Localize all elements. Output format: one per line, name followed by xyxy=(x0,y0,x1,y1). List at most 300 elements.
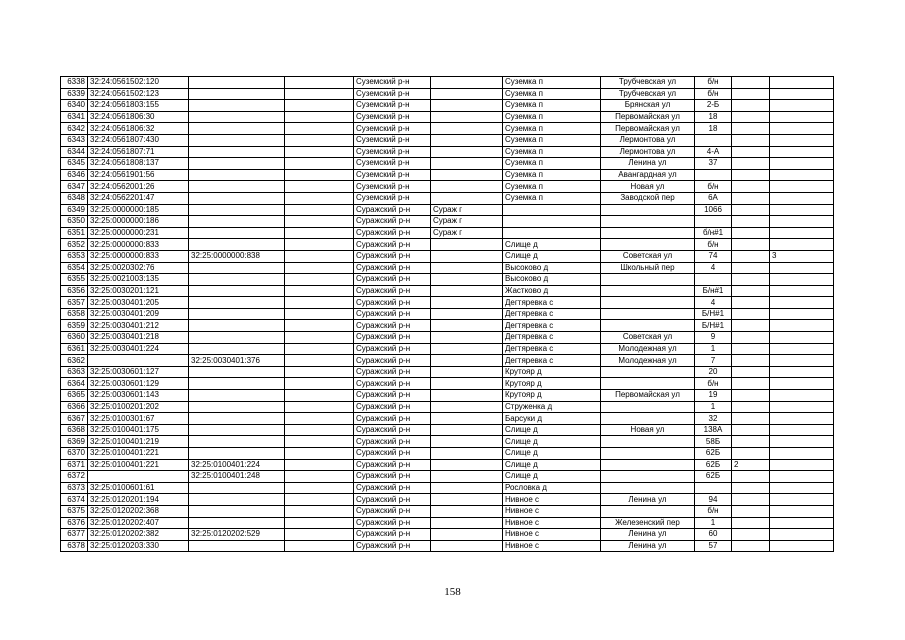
table-cell xyxy=(732,274,770,286)
table-cell xyxy=(431,517,503,529)
table-cell: Суземский р-н xyxy=(354,192,431,204)
table-cell: Суражский р-н xyxy=(354,540,431,552)
table-cell: 32:24:0561502:120 xyxy=(88,77,189,89)
table-cell: Суземка п xyxy=(503,100,601,112)
table-cell xyxy=(770,320,834,332)
table-cell: Крутояр д xyxy=(503,390,601,402)
table-cell: б/н xyxy=(695,88,732,100)
table-cell: б/н#1 xyxy=(695,227,732,239)
table-cell xyxy=(770,169,834,181)
table-cell: 32:25:0100401:221 xyxy=(88,459,189,471)
table-row xyxy=(61,320,834,332)
table-cell xyxy=(601,285,695,297)
table-cell: б/н xyxy=(695,378,732,390)
table-cell xyxy=(732,366,770,378)
table-cell xyxy=(732,181,770,193)
table-cell xyxy=(189,169,285,181)
table-cell xyxy=(431,308,503,320)
table-cell xyxy=(732,239,770,251)
table-cell: 32:25:0120203:330 xyxy=(88,540,189,552)
table-cell: 1 xyxy=(695,401,732,413)
table-cell: 6366 xyxy=(61,401,88,413)
table-cell: 60 xyxy=(695,529,732,541)
table-cell: Жастково д xyxy=(503,285,601,297)
table-cell: Суземский р-н xyxy=(354,169,431,181)
table-row xyxy=(61,424,834,436)
table-cell xyxy=(285,250,354,262)
table-cell: 32:25:0030401:376 xyxy=(189,355,285,367)
table-cell: 6368 xyxy=(61,424,88,436)
table-cell: 6344 xyxy=(61,146,88,158)
table-cell: Суражский р-н xyxy=(354,250,431,262)
table-row xyxy=(61,413,834,425)
table-cell: Суражский р-н xyxy=(354,436,431,448)
table-cell: 6373 xyxy=(61,482,88,494)
table-cell xyxy=(189,274,285,286)
table-cell: Суземский р-н xyxy=(354,111,431,123)
page-number: 158 xyxy=(444,586,461,598)
table-cell: Дегтяревка с xyxy=(503,308,601,320)
table-cell xyxy=(189,204,285,216)
table-cell: 32:25:0000000:838 xyxy=(189,250,285,262)
table-row xyxy=(61,297,834,309)
table-cell: 32:25:0030401:224 xyxy=(88,343,189,355)
table-cell xyxy=(285,517,354,529)
table-row xyxy=(61,239,834,251)
table-cell xyxy=(695,216,732,228)
table-cell: б/н xyxy=(695,239,732,251)
table-cell xyxy=(189,540,285,552)
table-cell xyxy=(285,308,354,320)
table-cell: Первомайская ул xyxy=(601,123,695,135)
table-cell: 32:24:0561808:137 xyxy=(88,158,189,170)
table-cell: 138А xyxy=(695,424,732,436)
table-cell xyxy=(431,239,503,251)
table-cell xyxy=(189,448,285,460)
table-cell xyxy=(431,100,503,112)
table-cell xyxy=(189,424,285,436)
table-cell: Суземский р-н xyxy=(354,158,431,170)
table-cell: Суземский р-н xyxy=(354,181,431,193)
table-cell xyxy=(732,529,770,541)
table-cell xyxy=(770,146,834,158)
table-cell: Суражский р-н xyxy=(354,459,431,471)
table-cell: Трубчевская ул xyxy=(601,88,695,100)
table-row xyxy=(61,250,834,262)
table-cell: 32:25:0030601:129 xyxy=(88,378,189,390)
table-cell xyxy=(431,459,503,471)
table-cell xyxy=(285,482,354,494)
table-cell xyxy=(189,216,285,228)
table-cell: 6352 xyxy=(61,239,88,251)
table-cell xyxy=(285,505,354,517)
table-cell xyxy=(285,285,354,297)
table-cell: 32:24:0561806:30 xyxy=(88,111,189,123)
table-cell: Суземский р-н xyxy=(354,88,431,100)
table-cell: 6338 xyxy=(61,77,88,89)
table-cell xyxy=(431,274,503,286)
table-cell xyxy=(431,158,503,170)
table-cell: 32:24:0562001:26 xyxy=(88,181,189,193)
table-cell: Лермонтова ул xyxy=(601,146,695,158)
table-cell: 32:25:0100401:248 xyxy=(189,471,285,483)
table-cell xyxy=(770,355,834,367)
table-cell: 6355 xyxy=(61,274,88,286)
table-cell: Первомайская ул xyxy=(601,111,695,123)
table-cell: 32:24:0561807:71 xyxy=(88,146,189,158)
table-cell: 1 xyxy=(695,517,732,529)
table-row xyxy=(61,274,834,286)
table-cell: 6367 xyxy=(61,413,88,425)
table-cell xyxy=(770,158,834,170)
table-cell: 32:25:0030601:127 xyxy=(88,366,189,378)
table-cell xyxy=(601,227,695,239)
table-cell xyxy=(732,332,770,344)
table-cell: Слище д xyxy=(503,239,601,251)
table-cell: 32:25:0030401:212 xyxy=(88,320,189,332)
table-cell xyxy=(770,459,834,471)
table-cell: Сураж г xyxy=(431,227,503,239)
table-cell xyxy=(189,262,285,274)
table-cell: Суземка п xyxy=(503,192,601,204)
table-cell: Суражский р-н xyxy=(354,505,431,517)
table-cell: 32 xyxy=(695,413,732,425)
table-cell xyxy=(770,239,834,251)
table-cell: Суземский р-н xyxy=(354,134,431,146)
table-cell: Суражский р-н xyxy=(354,494,431,506)
table-cell: Струженка д xyxy=(503,401,601,413)
table-cell: 74 xyxy=(695,250,732,262)
table-cell xyxy=(189,192,285,204)
registry-body xyxy=(61,77,834,552)
table-cell: Брянская ул xyxy=(601,100,695,112)
table-cell xyxy=(732,204,770,216)
table-cell: 6369 xyxy=(61,436,88,448)
table-row xyxy=(61,216,834,228)
table-cell xyxy=(732,192,770,204)
table-cell: Суземка п xyxy=(503,77,601,89)
table-row xyxy=(61,517,834,529)
table-row xyxy=(61,494,834,506)
table-cell: Суражский р-н xyxy=(354,204,431,216)
table-cell xyxy=(770,297,834,309)
table-cell: 6361 xyxy=(61,343,88,355)
table-cell xyxy=(770,274,834,286)
table-cell: Трубчевская ул xyxy=(601,77,695,89)
table-cell: 32:25:0100401:224 xyxy=(189,459,285,471)
table-cell: 4 xyxy=(695,262,732,274)
table-cell xyxy=(431,494,503,506)
table-cell xyxy=(285,424,354,436)
table-cell: 94 xyxy=(695,494,732,506)
table-cell: Авангардная ул xyxy=(601,169,695,181)
table-cell xyxy=(732,540,770,552)
table-cell: 32:25:0000000:186 xyxy=(88,216,189,228)
table-row xyxy=(61,471,834,483)
table-cell xyxy=(431,482,503,494)
table-cell: 18 xyxy=(695,111,732,123)
table-cell xyxy=(770,308,834,320)
table-cell xyxy=(770,204,834,216)
table-cell xyxy=(285,239,354,251)
table-cell xyxy=(431,111,503,123)
table-cell xyxy=(732,88,770,100)
table-cell: Ленина ул xyxy=(601,529,695,541)
table-cell xyxy=(732,158,770,170)
table-cell: 6339 xyxy=(61,88,88,100)
table-cell: Суражский р-н xyxy=(354,320,431,332)
table-cell xyxy=(601,216,695,228)
table-cell xyxy=(601,297,695,309)
table-cell xyxy=(695,134,732,146)
table-cell: 6363 xyxy=(61,366,88,378)
table-cell xyxy=(732,134,770,146)
table-cell: Суражский р-н xyxy=(354,285,431,297)
table-cell: Суземка п xyxy=(503,88,601,100)
table-cell: Советская ул xyxy=(601,332,695,344)
table-cell: 6354 xyxy=(61,262,88,274)
table-cell: Нивное с xyxy=(503,505,601,517)
table-cell: Крутояр д xyxy=(503,378,601,390)
table-cell xyxy=(189,343,285,355)
table-cell xyxy=(285,134,354,146)
table-cell: Суражский р-н xyxy=(354,390,431,402)
table-cell: 32:25:0000000:833 xyxy=(88,250,189,262)
table-cell: 6364 xyxy=(61,378,88,390)
table-cell xyxy=(601,378,695,390)
table-cell xyxy=(189,146,285,158)
table-cell xyxy=(601,413,695,425)
table-cell: Суражский р-н xyxy=(354,529,431,541)
table-cell xyxy=(770,494,834,506)
table-row xyxy=(61,146,834,158)
table-cell xyxy=(285,459,354,471)
table-cell xyxy=(189,436,285,448)
table-cell xyxy=(601,308,695,320)
table-cell xyxy=(770,332,834,344)
table-cell xyxy=(601,239,695,251)
table-cell xyxy=(770,77,834,89)
table-cell xyxy=(770,343,834,355)
table-cell xyxy=(285,169,354,181)
table-cell xyxy=(431,424,503,436)
table-cell: 18 xyxy=(695,123,732,135)
table-cell: 32:25:0120202:368 xyxy=(88,505,189,517)
table-cell: Нивное с xyxy=(503,494,601,506)
table-cell: 32:25:0100401:219 xyxy=(88,436,189,448)
table-cell xyxy=(189,181,285,193)
table-cell xyxy=(770,88,834,100)
table-cell: Высоково д xyxy=(503,262,601,274)
table-cell xyxy=(732,355,770,367)
table-cell: 32:25:0100201:202 xyxy=(88,401,189,413)
table-cell: Слище д xyxy=(503,471,601,483)
table-cell: 32:24:0561806:32 xyxy=(88,123,189,135)
table-cell xyxy=(732,413,770,425)
table-cell xyxy=(285,390,354,402)
table-cell xyxy=(601,204,695,216)
table-row xyxy=(61,505,834,517)
table-cell xyxy=(695,482,732,494)
table-cell: 58Б xyxy=(695,436,732,448)
table-cell xyxy=(285,158,354,170)
table-row xyxy=(61,123,834,135)
table-cell xyxy=(770,285,834,297)
table-cell xyxy=(503,204,601,216)
table-cell: Советская ул xyxy=(601,250,695,262)
table-cell xyxy=(770,262,834,274)
table-cell: 32:25:0030401:218 xyxy=(88,332,189,344)
table-cell xyxy=(285,413,354,425)
table-cell: Суземка п xyxy=(503,181,601,193)
table-cell: 32:25:0100401:175 xyxy=(88,424,189,436)
table-cell: Суражский р-н xyxy=(354,366,431,378)
table-cell xyxy=(189,285,285,297)
table-cell xyxy=(431,413,503,425)
table-cell: Дегтяревка с xyxy=(503,355,601,367)
table-cell xyxy=(732,285,770,297)
table-cell: 6340 xyxy=(61,100,88,112)
table-cell xyxy=(770,216,834,228)
table-cell: б/н xyxy=(695,181,732,193)
table-cell xyxy=(503,216,601,228)
table-cell xyxy=(189,401,285,413)
table-cell: 6374 xyxy=(61,494,88,506)
table-cell xyxy=(189,413,285,425)
table-cell xyxy=(285,529,354,541)
table-cell: Суражский р-н xyxy=(354,424,431,436)
table-cell xyxy=(601,482,695,494)
table-cell: 32:24:0561901:56 xyxy=(88,169,189,181)
table-cell: Крутояр д xyxy=(503,366,601,378)
table-cell: Заводской пер xyxy=(601,192,695,204)
table-cell xyxy=(189,111,285,123)
table-cell xyxy=(770,111,834,123)
table-cell xyxy=(732,482,770,494)
table-cell xyxy=(285,192,354,204)
table-cell xyxy=(285,448,354,460)
table-cell xyxy=(770,123,834,135)
table-cell xyxy=(189,158,285,170)
table-cell: 2 xyxy=(732,459,770,471)
table-row xyxy=(61,390,834,402)
table-row xyxy=(61,285,834,297)
table-cell xyxy=(431,355,503,367)
table-cell: 6342 xyxy=(61,123,88,135)
table-row xyxy=(61,192,834,204)
table-cell xyxy=(285,204,354,216)
table-cell: Дегтяревка с xyxy=(503,343,601,355)
table-cell xyxy=(770,436,834,448)
table-cell xyxy=(601,366,695,378)
table-cell: Школьный пер xyxy=(601,262,695,274)
table-cell: 6375 xyxy=(61,505,88,517)
table-cell: 6349 xyxy=(61,204,88,216)
table-cell xyxy=(732,169,770,181)
table-cell: Суражский р-н xyxy=(354,239,431,251)
table-cell xyxy=(770,100,834,112)
table-cell: 6371 xyxy=(61,459,88,471)
table-cell xyxy=(285,88,354,100)
table-row xyxy=(61,227,834,239)
table-cell: Нивное с xyxy=(503,540,601,552)
table-cell: 6353 xyxy=(61,250,88,262)
table-cell xyxy=(732,262,770,274)
table-cell: Суражский р-н xyxy=(354,471,431,483)
table-cell xyxy=(770,378,834,390)
table-row xyxy=(61,169,834,181)
table-cell: 32:25:0020302:76 xyxy=(88,262,189,274)
table-cell xyxy=(770,227,834,239)
table-cell: 19 xyxy=(695,390,732,402)
table-cell: 6345 xyxy=(61,158,88,170)
table-cell: Суземка п xyxy=(503,158,601,170)
table-row xyxy=(61,308,834,320)
table-cell xyxy=(189,390,285,402)
table-cell: Дегтяревка с xyxy=(503,320,601,332)
table-cell xyxy=(601,274,695,286)
table-cell: Суражский р-н xyxy=(354,413,431,425)
table-cell: Суземский р-н xyxy=(354,123,431,135)
table-cell: Суражский р-н xyxy=(354,482,431,494)
table-cell xyxy=(88,471,189,483)
table-cell: 1066 xyxy=(695,204,732,216)
table-cell: 62Б xyxy=(695,448,732,460)
table-cell: Б/н#1 xyxy=(695,285,732,297)
table-cell xyxy=(695,274,732,286)
table-cell xyxy=(770,134,834,146)
table-cell xyxy=(285,262,354,274)
table-cell xyxy=(189,366,285,378)
table-cell xyxy=(285,355,354,367)
table-cell: Барсуки д xyxy=(503,413,601,425)
table-cell: 32:25:0030401:209 xyxy=(88,308,189,320)
table-cell xyxy=(732,297,770,309)
table-cell xyxy=(189,134,285,146)
table-cell xyxy=(431,123,503,135)
table-cell: б/н xyxy=(695,77,732,89)
table-cell: Суземский р-н xyxy=(354,100,431,112)
table-cell xyxy=(732,436,770,448)
table-cell: Сураж г xyxy=(431,216,503,228)
table-cell xyxy=(431,505,503,517)
table-cell: 6351 xyxy=(61,227,88,239)
table-cell xyxy=(285,100,354,112)
table-cell: 6370 xyxy=(61,448,88,460)
table-cell xyxy=(189,77,285,89)
table-cell: Суземка п xyxy=(503,134,601,146)
table-cell xyxy=(431,378,503,390)
table-cell xyxy=(431,343,503,355)
table-cell xyxy=(770,401,834,413)
table-cell xyxy=(770,413,834,425)
table-cell: 62Б xyxy=(695,459,732,471)
table-cell: 9 xyxy=(695,332,732,344)
table-cell xyxy=(732,517,770,529)
table-cell: 3 xyxy=(770,250,834,262)
table-cell xyxy=(285,123,354,135)
table-cell xyxy=(285,181,354,193)
table-cell xyxy=(732,390,770,402)
table-cell xyxy=(732,378,770,390)
table-cell xyxy=(88,355,189,367)
table-cell xyxy=(285,111,354,123)
table-cell: Суражский р-н xyxy=(354,332,431,344)
table-cell: Суземка п xyxy=(503,146,601,158)
table-cell: 32:25:0120201:194 xyxy=(88,494,189,506)
table-cell: Суражский р-н xyxy=(354,274,431,286)
table-cell: Молодежная ул xyxy=(601,355,695,367)
